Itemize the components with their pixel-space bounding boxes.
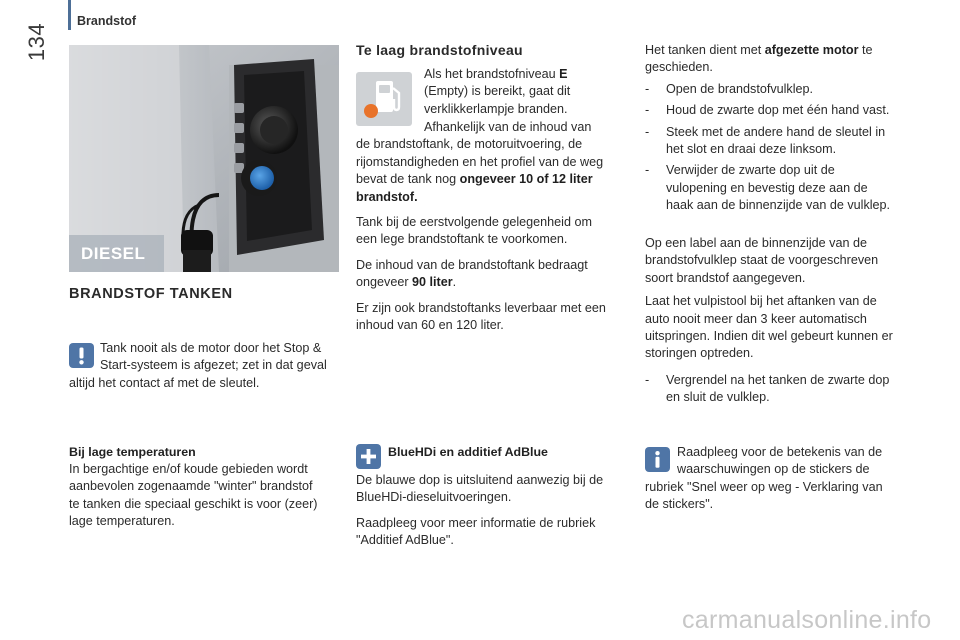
refuel-step: - Open de brandstofvulklep. <box>645 81 814 96</box>
label-para-line: Op een label aan de binnenzijde van de <box>645 236 867 250</box>
er-zijn-line: inhoud van 60 en 120 liter. <box>356 318 504 333</box>
fuel-flap-illustration <box>69 45 339 272</box>
nozzle-para-line: auto nooit meer dan 3 keer automatisch <box>645 311 867 326</box>
adblue-title: BlueHDi en additief AdBlue <box>388 445 548 459</box>
nozzle-para-line: storingen optreden. <box>645 346 754 361</box>
diesel-label: DIESEL <box>81 244 146 263</box>
warning-exclamation-icon <box>69 343 94 373</box>
refuel-final-step: - Vergrendel na het tanken de zwarte dop en sluit de vulklep. <box>645 372 890 405</box>
low-fuel-intro <box>424 66 634 118</box>
low-temperature-section <box>69 445 341 531</box>
adblue-p1-line: BlueHDi-dieseluitvoeringen. <box>356 490 512 505</box>
warning-line-3: altijd het contact af met de sleutel. <box>69 375 260 390</box>
inhoud-line-1: De inhoud van de brandstoftank bedraagt <box>356 257 588 272</box>
page-number: 134 <box>24 22 49 62</box>
afh-line-3: rijomstandigheden en het profiel van de weg <box>356 154 604 169</box>
er-zijn-line: Er zijn ook brandstoftanks leverbaar met een <box>356 300 606 315</box>
refuel-step: - Steek met de andere hand de sleutel in het slot en draai deze linksom. <box>645 124 886 157</box>
intro-line-2: (Empty) is bereikt, gaat dit <box>424 84 571 99</box>
afh-line-5: brandstof. <box>356 189 418 204</box>
info-line-4: de stickers". <box>645 497 714 512</box>
plus-info-icon <box>356 444 381 474</box>
warning-line-2: Start-systeem is afgezet; zet in dat geval <box>100 358 327 373</box>
label-info <box>645 235 925 407</box>
low-temp-line: te tanken die speciaal geschikt is voor (zeer) <box>69 496 318 511</box>
label-para-line: soort brandstof aangegeven. <box>645 270 806 285</box>
afh-line-1: Afhankelijk van de inhoud van <box>424 120 592 134</box>
intro-line-1: Als het brandstofniveau E <box>424 67 568 81</box>
inhoud-line-2: ongeveer 90 liter. <box>356 275 457 290</box>
refuel-procedure <box>645 42 925 215</box>
low-fuel-body <box>356 119 636 334</box>
low-temp-line: In bergachtige en/of koude gebieden wordt <box>69 462 308 476</box>
info-line-2: waarschuwingen op de stickers de <box>677 462 870 477</box>
watermark: carmanualsonline.info <box>682 606 932 634</box>
heading-brandstof-tanken: BRANDSTOF TANKEN <box>69 286 233 302</box>
refuel-intro-line-1: Het tanken dient met afgezette motor te <box>645 43 873 57</box>
section-title: Brandstof <box>77 14 137 28</box>
warning-note <box>69 340 341 392</box>
afh-line-4: bevat de tank nog ongeveer 10 of 12 liter <box>356 172 593 187</box>
info-line-1: Raadpleeg voor de betekenis van de <box>677 445 883 459</box>
afh-line-2: de brandstoftank, de motoruitvoering, de <box>356 137 583 152</box>
warning-line-1: Tank nooit als de motor door het Stop & <box>100 341 322 355</box>
refuel-step: - Verwijder de zwarte dop uit de vulopening en bevestig deze aan de haak aan de binnenzijde van de vulklep. <box>645 163 891 213</box>
fuel-flap-photo <box>69 45 339 272</box>
adblue-p1-line: De blauwe dop is uitsluitend aanwezig bij de <box>356 473 604 487</box>
header-accent-bar <box>68 0 71 30</box>
stickers-info-note <box>645 444 925 514</box>
adblue-p2-line: Raadpleeg voor meer informatie de rubriek <box>356 515 596 530</box>
label-para-line: brandstofvulklep staat de voorgeschreven <box>645 253 879 268</box>
tank-bij-line: een lege brandstoftank te voorkomen. <box>356 232 568 247</box>
info-line-3: rubriek "Snel weer op weg - Verklaring van <box>645 479 883 494</box>
low-temp-line: aanbevolen zogenaamde "winter" brandstof <box>69 479 313 494</box>
low-temp-title: Bij lage temperaturen <box>69 445 196 459</box>
refuel-step: - Houd de zwarte dop met één hand vast. <box>645 103 890 118</box>
low-temp-line: lage temperaturen. <box>69 514 175 529</box>
adblue-p2-line: "Additief AdBlue". <box>356 533 454 548</box>
nozzle-para-line: uitspringen. Indien dit wel gebeurt kunnen er <box>645 329 893 344</box>
intro-line-3: verklikkerlampje branden. <box>424 101 568 116</box>
tank-bij-line: Tank bij de eerstvolgende gelegenheid om <box>356 215 592 230</box>
refuel-intro-line-2: geschieden. <box>645 60 713 75</box>
nozzle-para-line: Laat het vulpistool bij het aftanken van de <box>645 294 877 309</box>
adblue-note <box>356 444 636 550</box>
heading-te-laag-brandstofniveau: Te laag brandstofniveau <box>356 42 523 58</box>
info-icon <box>645 447 670 477</box>
